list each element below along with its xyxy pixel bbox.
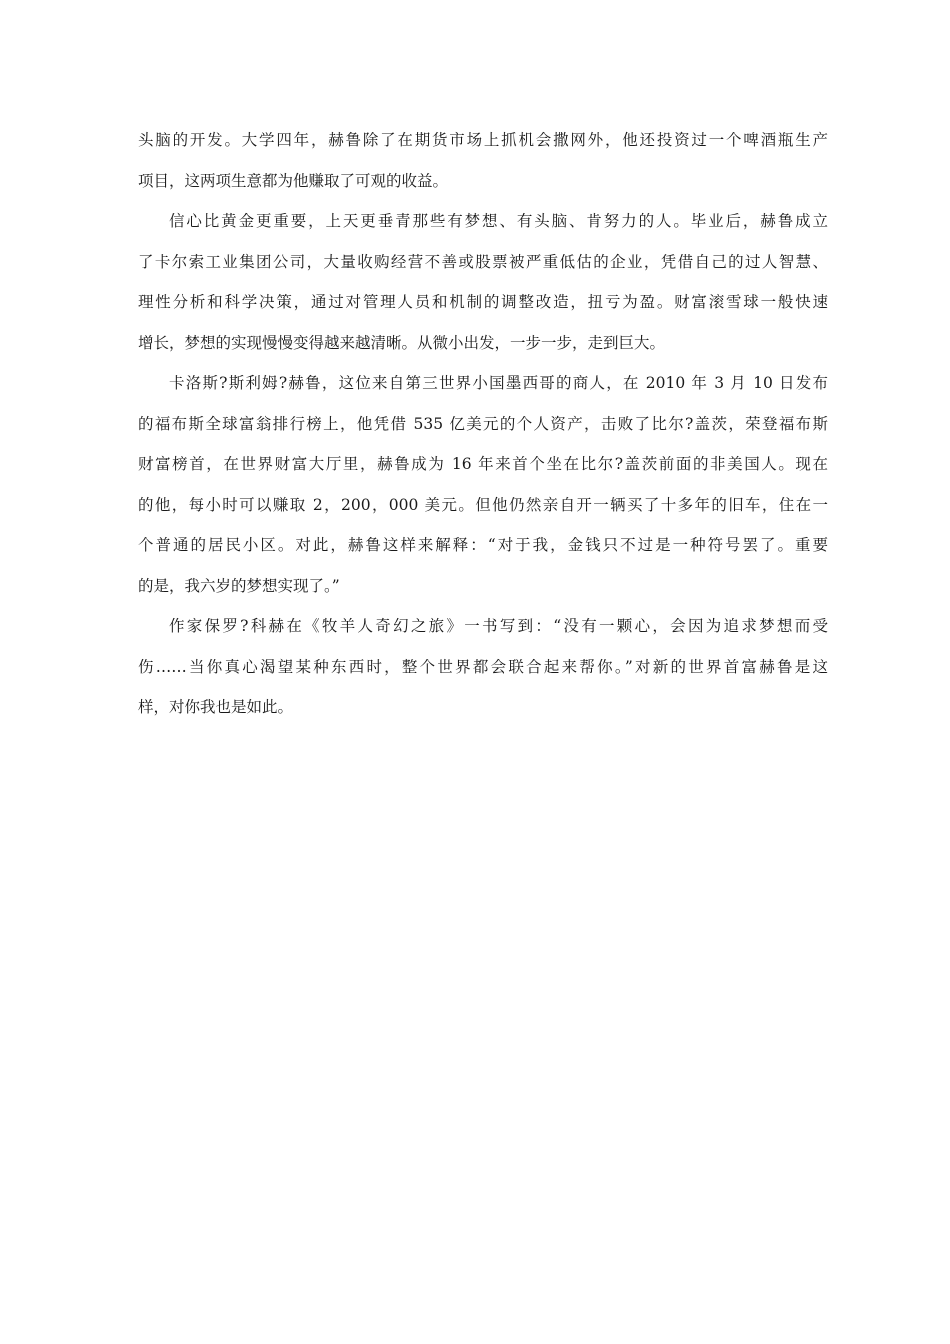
paragraph-1-line-2: 项目，这两项生意都为他赚取了可观的收益。 (138, 171, 449, 190)
paragraph-3-line-4: 的他，每小时可以赚取 2，200，000 美元。但他仍然亲自开一辆买了十多年的旧车，住在一 (138, 495, 828, 514)
document-body (138, 120, 828, 728)
paragraph-3-line-3: 财富榜首，在世界财富大厅里，赫鲁成为 16 年来首个坐在比尔?盖茨前面的非美国人。现在 (138, 455, 828, 473)
paragraph-4-line-3: 样，对你我也是如此。 (138, 698, 294, 716)
paragraph-4-line-1: 作家保罗?科赫在《牧羊人奇幻之旅》一书写到：“没有一颗心，会因为追求梦想而受 (169, 617, 828, 635)
paragraph-1-line-1: 头脑的开发。大学四年，赫鲁除了在期货市场上抓机会撒网外，他还投资过一个啤酒瓶生产 (138, 131, 828, 149)
paragraph-2-line-2: 了卡尔索工业集团公司，大量收购经营不善或股票被严重低估的企业，凭借自己的过人智慧、 (138, 252, 828, 271)
paragraph-2-line-1: 信心比黄金更重要，上天更垂青那些有梦想、有头脑、肯努力的人。毕业后，赫鲁成立 (169, 212, 828, 230)
paragraph-3-line-6: 的是，我六岁的梦想实现了。” (138, 576, 340, 595)
paragraph-2-line-4: 增长，梦想的实现慢慢变得越来越清晰。从微小出发，一步一步，走到巨大。 (138, 333, 666, 352)
paragraph-3-line-1: 卡洛斯?斯利姆?赫鲁，这位来自第三世界小国墨西哥的商人，在 2010 年 3 月 10 日发布 (169, 374, 828, 392)
paragraph-4-line-2: 伤……当你真心渴望某种东西时，整个世界都会联合起来帮你。”对新的世界首富赫鲁是这 (138, 657, 828, 676)
paragraph-3-line-2: 的福布斯全球富翁排行榜上，他凭借 535 亿美元的个人资产，击败了比尔?盖茨，荣登福布斯 (138, 414, 828, 433)
paragraph-2-line-3: 理性分析和科学决策，通过对管理人员和机制的调整改造，扭亏为盈。财富滚雪球一般快速 (138, 293, 828, 311)
paragraph-3-line-5: 个普通的居民小区。对此，赫鲁这样来解释：“对于我，金钱只不过是一种符号罢了。重要 (138, 536, 828, 554)
